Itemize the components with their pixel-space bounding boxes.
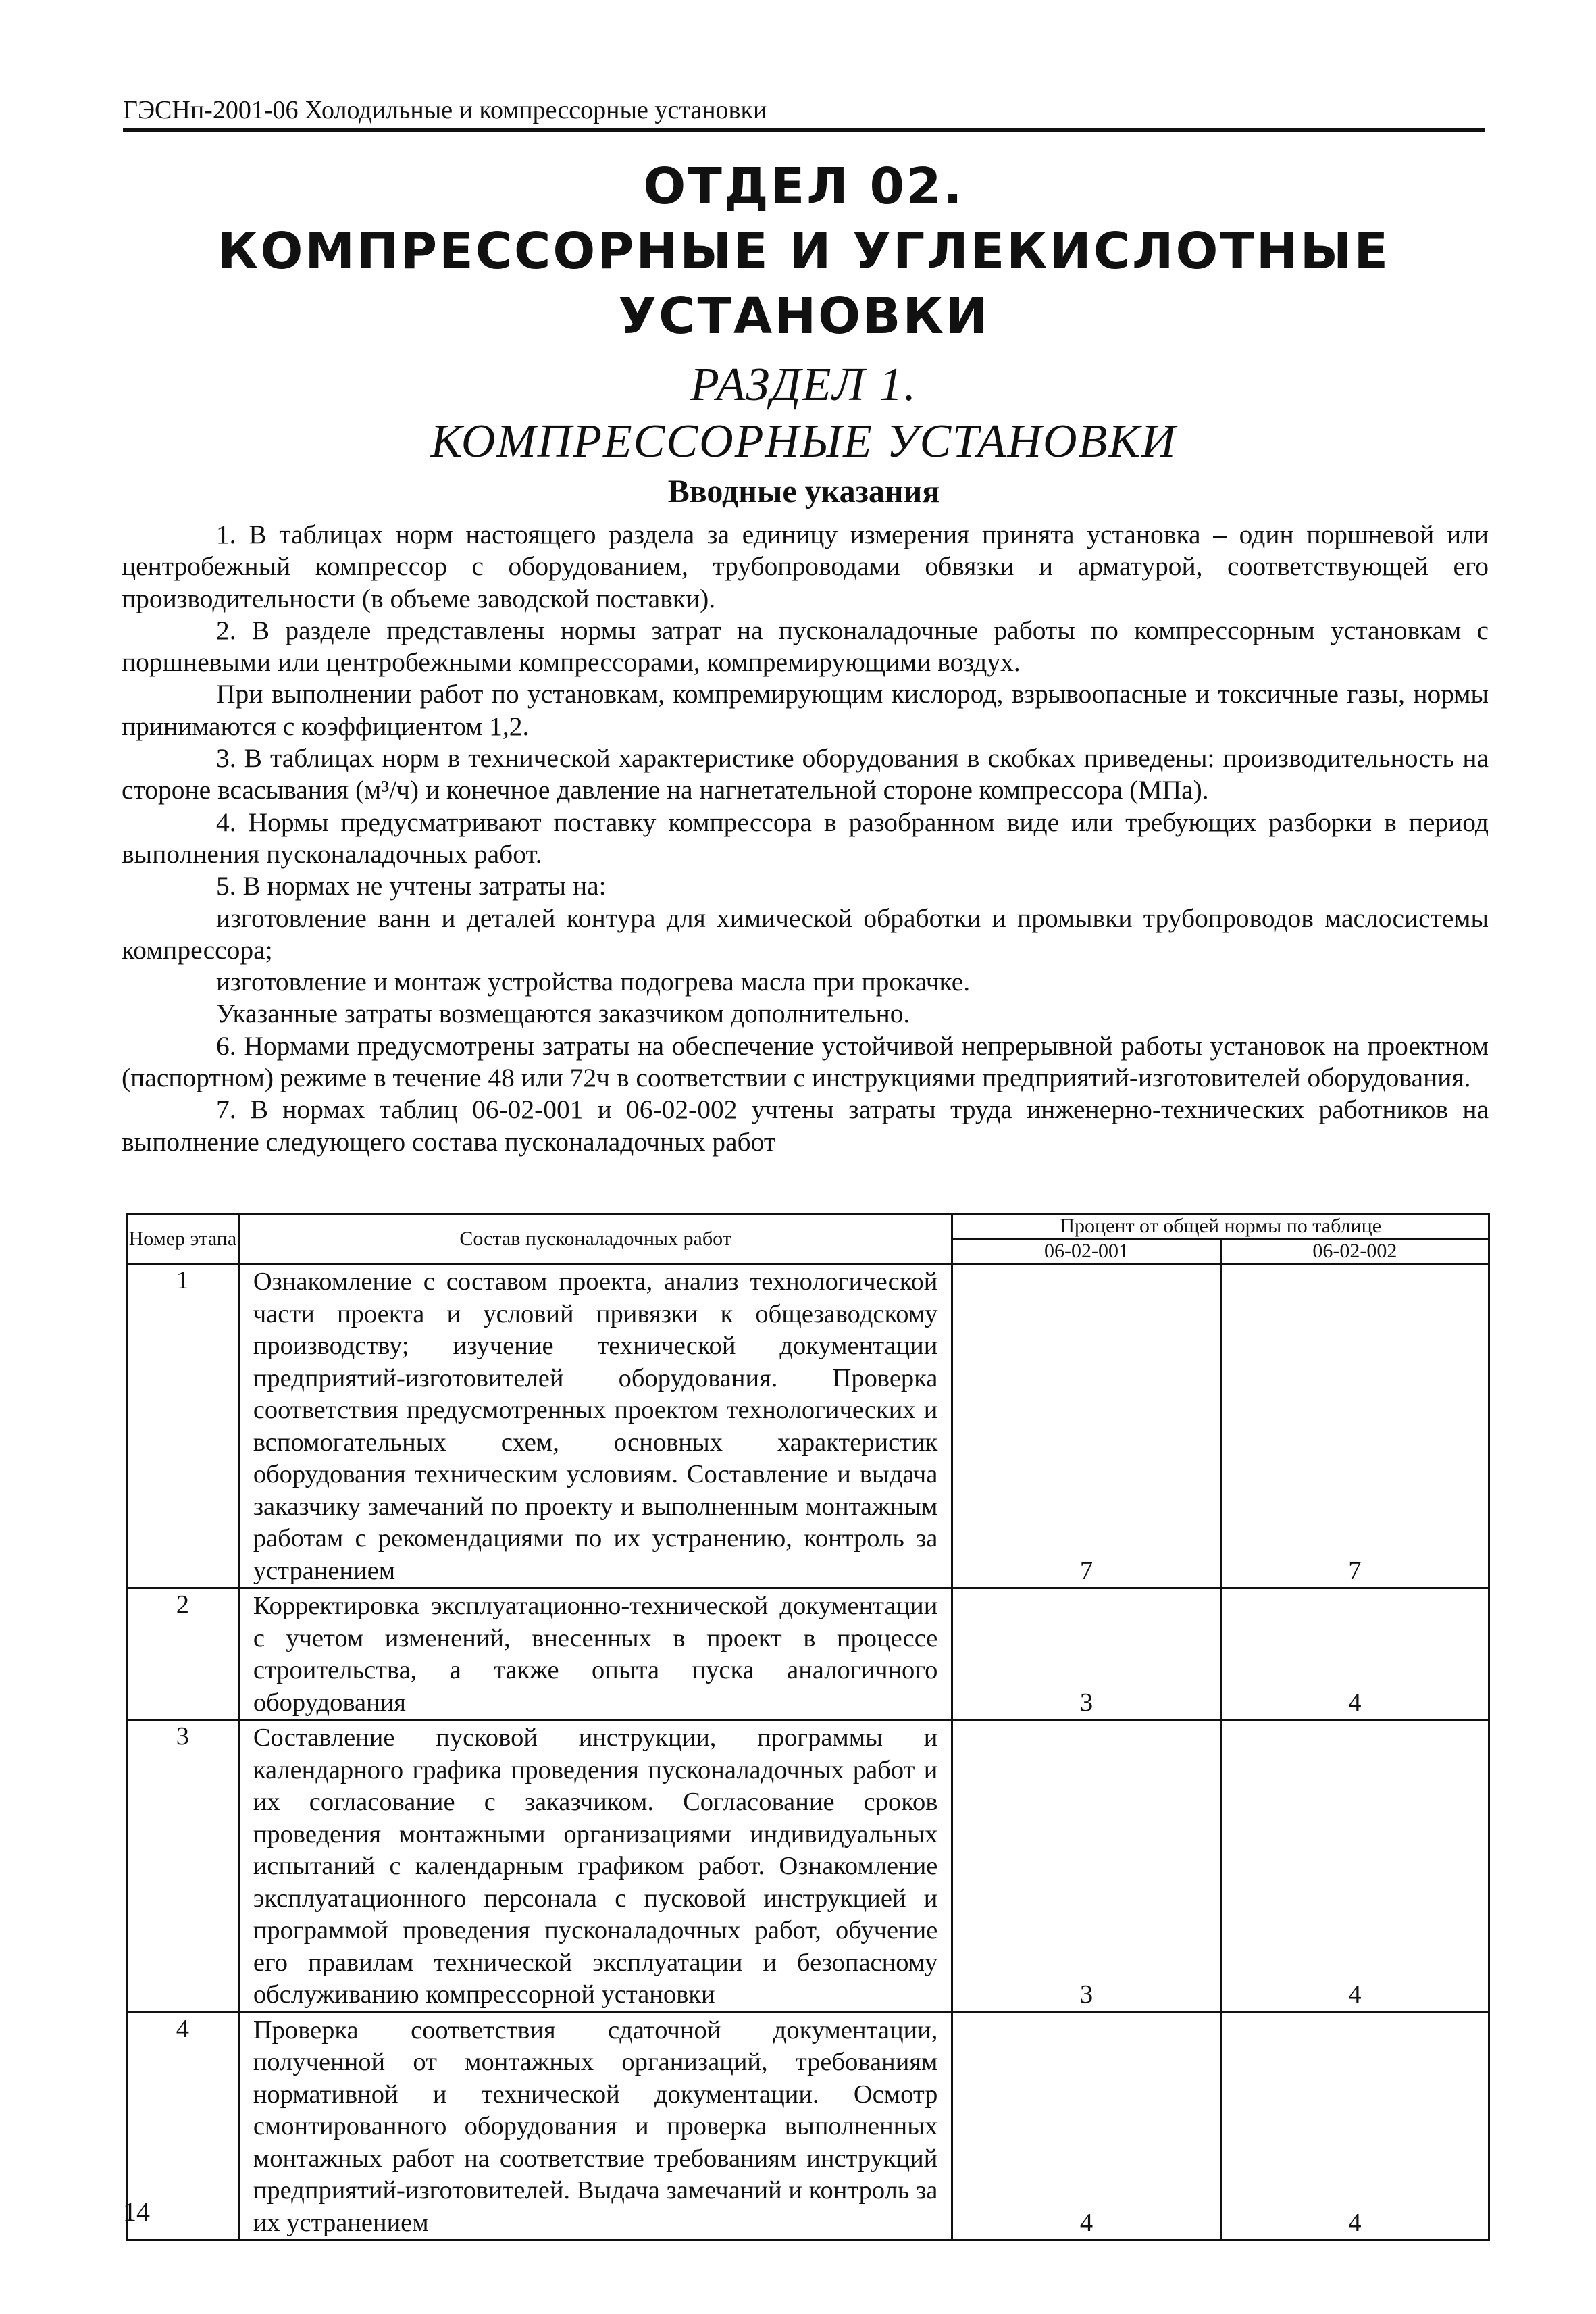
- intro-heading: Вводные указания: [667, 474, 940, 509]
- table-row: [127, 1264, 1489, 1588]
- stages-table: [126, 1213, 1490, 2241]
- paragraph: 2. В разделе представлены нормы затрат на пусконаладочные работы по компрессорным установкам с поршневыми или центробежными компрессорами, компремирующими воздух.: [122, 615, 1489, 678]
- section-title: [123, 154, 1485, 349]
- paragraph: 7. В нормах таблиц 06-02-001 и 06-02-002 учтены затраты труда инженерно-технических работников на выполнение следующего состава пусконаладочных работ: [122, 1095, 1489, 1157]
- percent-06-02-002: 4: [1220, 2012, 1489, 2240]
- table-row: [127, 1720, 1489, 2013]
- stage-description: Корректировка эксплуатационно-технической документации с учетом изменений, внесенных в проект в процессе строительства, а также опыта пуска аналогичного оборудования: [238, 1588, 952, 1720]
- paragraph: изготовление ванн и деталей контура для химической обработки и промывки трубопроводов маслосистемы компрессора;: [122, 903, 1489, 965]
- paragraph: 3. В таблицах норм в технической характеристике оборудования в скобках приведены: производительность на стороне всасывания (м³/ч) и конечное давление на нагнетательной стороне компрессора (МПа).: [122, 743, 1489, 805]
- section-title-line: ОТДЕЛ 02.: [643, 157, 964, 216]
- paragraph: 4. Нормы предусматривают поставку компрессора в разобранном виде или требующих разборки в период выполнения пусконаладочных работ.: [122, 807, 1489, 869]
- header-table-06-02-001: 06-02-001: [952, 1239, 1220, 1264]
- section-title-line: УСТАНОВКИ: [618, 287, 989, 345]
- header-composition: Состав пусконаладочных работ: [238, 1214, 952, 1264]
- header-percent: Процент от общей нормы по таблице: [952, 1214, 1489, 1239]
- paragraph: 1. В таблицах норм настоящего раздела за единицу измерения принята установка – один поршневой или центробежный компрессор с оборудованием, трубопроводами обвязки и арматурой, соответствующей его производительности (в объеме заводской поставки).: [122, 520, 1489, 613]
- running-head: ГЭСНп-2001-06 Холодильные и компрессорные установки: [123, 95, 1485, 132]
- stage-description: Проверка соответствия сдаточной документации, полученной от монтажных организаций, требованиям нормативной и технической документации. Осмотр смонтированного оборудования и проверка выполненных монтажных работ на соответствие требованиям инструкций предприятий-изготовителей. Выдача замечаний и контроль за их устранением: [238, 2012, 952, 2240]
- table-row: [127, 2012, 1489, 2240]
- table-header-row: [127, 1214, 1489, 1239]
- subsection-title-line: РАЗДЕЛ 1.: [690, 359, 917, 411]
- percent-06-02-002: 4: [1220, 1588, 1489, 1720]
- header-stage: Номер этапа: [127, 1214, 239, 1264]
- percent-06-02-002: 4: [1220, 1720, 1489, 2013]
- paragraph: 5. В нормах не учтены затраты на:: [216, 871, 607, 901]
- percent-06-02-001: 3: [952, 1588, 1220, 1720]
- table-row: [127, 1588, 1489, 1720]
- stage-number: 3: [127, 1720, 239, 2013]
- stage-number: 1: [127, 1264, 239, 1588]
- intro-body: [122, 519, 1489, 1158]
- section-title-line: КОМПРЕССОРНЫЕ И УГЛЕКИСЛОТНЫЕ: [217, 222, 1391, 280]
- stage-description: Ознакомление с составом проекта, анализ технологической части проекта и условий привязки к общезаводскому производству; изучение технической документации предприятий-изготовителей оборудования. Проверка соответствия предусмотренных проектом технологических и вспомогательных схем, основных характеристик оборудования техническим условиям. Составление и выдача заказчику замечаний по проекту и выполненным монтажным работам с рекомендациями по их устранению, контроль за устранением: [238, 1264, 952, 1588]
- paragraph: При выполнении работ по установкам, компремирующим кислород, взрывоопасные и токсичные газы, нормы принимаются с коэффициентом 1,2.: [122, 679, 1489, 741]
- paragraph: 6. Нормами предусмотрены затраты на обеспечение устойчивой непрерывной работы установок на проектном (паспортном) режиме в течение 48 или 72ч в соответствии с инструкциями предприятий-изготовителей оборудования.: [122, 1030, 1489, 1093]
- percent-06-02-001: 7: [952, 1264, 1220, 1588]
- page-number: 14: [123, 2196, 150, 2227]
- paragraph: изготовление и монтаж устройства подогрева масла при прокачке.: [216, 967, 971, 997]
- subsection-title-line: КОМПРЕССОРНЫЕ УСТАНОВКИ: [430, 416, 1177, 468]
- subsection-title: [123, 357, 1485, 470]
- stage-number: 2: [127, 1588, 239, 1720]
- header-table-06-02-002: 06-02-002: [1220, 1239, 1489, 1264]
- percent-06-02-001: 4: [952, 2012, 1220, 2240]
- percent-06-02-001: 3: [952, 1720, 1220, 2013]
- paragraph: Указанные затраты возмещаются заказчиком дополнительно.: [216, 999, 910, 1029]
- stage-description: Составление пусковой инструкции, программы и календарного графика проведения пусконаладочных работ и их согласование с заказчиком. Согласование сроков проведения монтажными организациями индивидуальных испытаний с календарным графиком работ. Ознакомление эксплуатационного персонала с пусковой инструкцией и программой проведения пусконаладочных работ, обучение его правилам технической эксплуатации и безопасному обслуживанию компрессорной установки: [238, 1720, 952, 2013]
- stage-number: 4: [127, 2012, 239, 2240]
- percent-06-02-002: 7: [1220, 1264, 1489, 1588]
